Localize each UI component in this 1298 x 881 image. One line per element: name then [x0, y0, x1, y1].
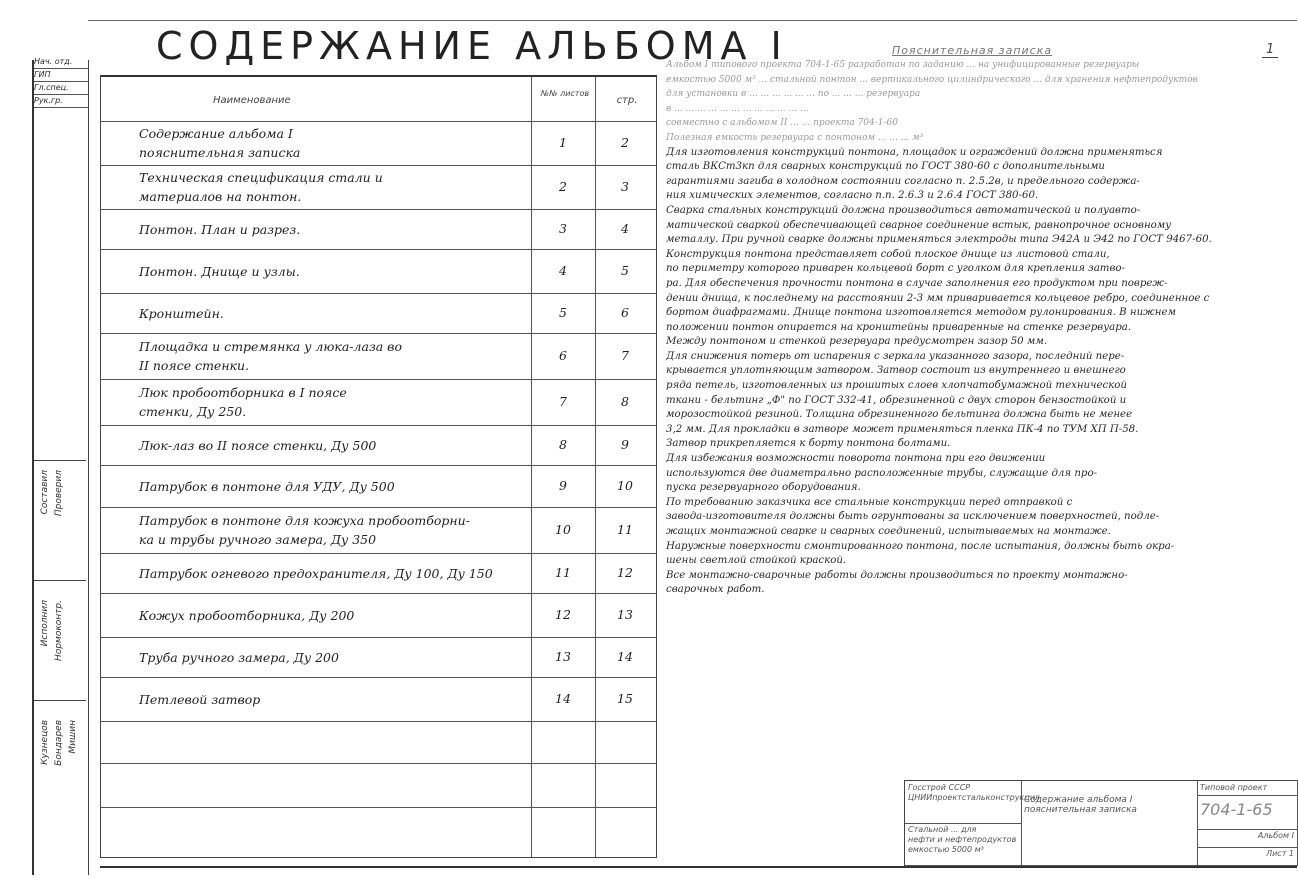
left-strip-role: Исполнил: [40, 600, 50, 647]
header-name: Наименование: [213, 95, 291, 106]
left-strip-row: Рук.гр.: [34, 95, 88, 108]
note-page-number: 1: [1262, 42, 1278, 58]
page-number: 2: [621, 135, 629, 150]
page-number: 10: [617, 478, 633, 493]
table-row: [101, 553, 656, 594]
item-name: Патрубок в понтоне для кожуха пробоотборни- ка и трубы ручного замера, Ду 350: [139, 513, 470, 547]
item-name: Патрубок в понтоне для УДУ, Ду 500: [139, 478, 395, 494]
note-line: ткани - бельтинг „Ф" по ГОСТ 332-41, обрезиненной с двух сторон бензостойкой и: [666, 394, 1127, 406]
sheet-number: 10: [555, 522, 571, 537]
tb-sheet: [1197, 847, 1298, 866]
tb-project-label: [1197, 781, 1298, 796]
note-line: Наружные поверхности смонтированного понтона, после испытания, должны быть окра-: [666, 540, 1175, 552]
note-line: емкостью 5000 м³ ... стальной понтон ... вертикального цилиндрического ... для хранения нефтепродуктов: [666, 74, 1198, 85]
note-line: металлу. При ручной сварке должны применяться электроды типа Э42А и Э42 по ГОСТ 9467-60.: [666, 234, 1212, 246]
sheet-number: 9: [559, 478, 567, 493]
tb-album: [1197, 829, 1298, 848]
page-number: 8: [621, 394, 629, 409]
item-name: Труба ручного замера, Ду 200: [139, 649, 339, 665]
page-number: 14: [617, 649, 633, 664]
tb-document: [1021, 781, 1198, 866]
left-strip-divider: [34, 700, 86, 701]
item-name: Содержание альбома I пояснительная записка: [139, 126, 301, 160]
note-line: совместно с альбомом II ... ... проекта 704-1-60: [666, 118, 899, 129]
header-page: стр.: [616, 95, 638, 106]
left-strip-role: Составил: [40, 470, 50, 515]
table-row: [101, 379, 656, 426]
note-line: Альбом I типового проекта 704-1-65 разработан по заданию ... на унифицированные резервуары: [666, 60, 1140, 70]
note-line: положении понтон опирается на кронштейны приваренные на стенке резервуара.: [666, 321, 1132, 333]
page-number: 13: [617, 607, 633, 622]
item-name: Люк-лаз во II поясе стенки, Ду 500: [139, 437, 377, 453]
sheet-number: 14: [555, 691, 571, 706]
note-line: Сварка стальных конструкций должна производиться автоматической и полуавто-: [666, 204, 1141, 216]
note-line: Для снижения потерь от испарения с зеркала указанного зазора, последний пере-: [666, 350, 1125, 362]
note-line: жащих монтажной сварке и сварных соединений, испытываемых на монтаже.: [666, 526, 1111, 537]
page-number: 12: [617, 565, 633, 580]
left-strip-role: Проверил: [54, 470, 64, 517]
left-strip-row: ГИП: [34, 69, 88, 82]
left-strip-row: Нач. отд.: [34, 56, 88, 69]
page-number: 3: [621, 179, 629, 194]
page-number: 15: [617, 691, 633, 706]
tb-desc-text: Стальной ... для нефти и нефтепродуктов емкостью 5000 м³: [908, 825, 1017, 854]
table-row: [101, 721, 656, 764]
note-line: сталь ВКСт3кп для сварных конструкций по ГОСТ 380-60 с дополнительными: [666, 161, 1105, 173]
note-line: ра. Для обеспечения прочности понтона в случае заполнения его продуктом при повреж-: [666, 277, 1168, 289]
note-line: в ... ... ... ... ... ... ... ... ... ... ... ...: [666, 103, 809, 114]
title-block: [904, 780, 1298, 866]
item-name: Понтон. Днище и узлы.: [139, 263, 300, 279]
item-name: Понтон. План и разрез.: [139, 221, 301, 237]
header-sheet: №№ листов: [540, 89, 590, 98]
note-line: гарантиями загиба в холодном состоянии согласно п. 2.5.2в, и предельного содержа-: [666, 175, 1140, 187]
note-heading: Пояснительная записка: [892, 44, 1053, 57]
contents-table: [100, 75, 657, 858]
item-name: Техническая спецификация стали и материалов на понтон.: [139, 170, 383, 204]
sheet-number: 6: [559, 348, 567, 363]
note-line: морозостойкой резиной. Толщина обрезиненного бельтинга должна быть не менее: [666, 409, 1133, 421]
note-line: Полезная емкость резервуара с понтоном ... ... ... м³: [666, 132, 924, 143]
table-row: [101, 465, 656, 508]
note-line: ряда петель, изготовленных из прошитых слоев хлопчатобумажной технической: [666, 380, 1127, 392]
left-stamp-strip: [0, 20, 90, 880]
tb-org-text: Госстрой СССР ЦНИИпроектстальконструкция: [908, 783, 1040, 802]
tb-doc-text: Содержание альбома I пояснительная записка: [1024, 795, 1137, 815]
tb-project-label-text: Типовой проект: [1200, 783, 1268, 792]
note-line: Для избежания возможности поворота понтона при его движении: [666, 453, 1046, 465]
sheet-number: 8: [559, 437, 567, 452]
sheet-top-border: [88, 20, 1297, 21]
note-line: крывается уплотняющим затвором. Затвор состоит из внутреннего и внешнего: [666, 365, 1126, 377]
item-name: Кронштейн.: [139, 305, 224, 321]
page-number: 7: [621, 348, 629, 363]
note-line: ния химических элементов, согласно п.п. 2.6.3 и 2.6.4 ГОСТ 380-60.: [666, 190, 1039, 202]
sheet-number: 2: [559, 179, 567, 194]
tb-project-no-text: 704-1-65: [1200, 800, 1273, 819]
note-line: Затвор прикрепляется к борту понтона болтами.: [666, 438, 951, 450]
table-row: [101, 333, 656, 380]
album-title: СОДЕРЖАНИЕ АЛЬБОМА I: [156, 24, 788, 68]
sheet-number: 11: [555, 565, 571, 580]
sheet-number: 13: [555, 649, 571, 664]
note-line: по периметру которого приварен кольцевой борт с уголком для крепления затво-: [666, 263, 1125, 275]
sheet-number: 7: [559, 394, 567, 409]
left-strip-divider: [34, 460, 86, 461]
left-strip-table: [34, 56, 88, 108]
note-line: шены светлой стойкой краской.: [666, 555, 847, 567]
item-name: Петлевой затвор: [139, 691, 261, 707]
note-line: Конструкция понтона представляет собой плоское днище из листовой стали,: [666, 248, 1110, 260]
note-line: сварочных работ.: [666, 584, 765, 596]
item-name: Кожух пробоотборника, Ду 200: [139, 607, 355, 623]
note-line: пуска резервуарного оборудования.: [666, 482, 861, 494]
explanatory-note: [666, 58, 1286, 598]
tb-sheet-text: Лист 1: [1266, 849, 1294, 858]
note-line: Все монтажно-сварочные работы должны производиться по проекту монтажно-: [666, 569, 1128, 581]
left-strip-name: Кузнецов: [40, 720, 50, 765]
tb-album-text: Альбом I: [1257, 831, 1294, 840]
sheet-number: 12: [555, 607, 571, 622]
page-number: 11: [617, 522, 633, 537]
note-line: 3,2 мм. Для прокладки в затворе может применяться пленка ПК-4 по ТУМ ХП П-58.: [666, 423, 1139, 435]
item-name: Площадка и стремянка у люка-лаза во II поясе стенки.: [139, 339, 402, 373]
left-strip-name: Бондарев: [54, 720, 64, 766]
left-strip-name: Мишин: [68, 720, 78, 754]
left-strip-divider: [34, 580, 86, 581]
table-header-row: [101, 77, 656, 122]
page-number: 4: [621, 221, 629, 236]
left-strip-row: Гл.спец.: [34, 82, 88, 95]
page-number: 5: [621, 263, 629, 278]
table-row: [101, 593, 656, 638]
tb-organization: [905, 781, 1040, 824]
sheet-number: 1: [559, 135, 567, 150]
table-row: [101, 425, 656, 466]
note-line: для установки в ... ... ... ... ... ... по ... ... ... резервуара: [666, 89, 921, 100]
table-row: [101, 121, 656, 166]
left-strip-role: Нормоконтр.: [54, 600, 64, 661]
sheet-bottom-border: [100, 866, 1297, 868]
table-row: [101, 677, 656, 722]
note-line: матической сваркой обеспечивающей сварное соединение встык, равнопрочное основному: [666, 219, 1172, 231]
note-line: Между понтоном и стенкой резервуара предусмотрен зазор 50 мм.: [666, 336, 1048, 348]
sheet-number: 5: [559, 305, 567, 320]
note-line: По требованию заказчика все стальные конструкции перед отправкой с: [666, 496, 1073, 508]
table-row: [101, 249, 656, 294]
table-row: [101, 637, 656, 678]
tb-description: [905, 823, 1022, 866]
table-row: [101, 165, 656, 210]
item-name: Патрубок огневого предохранителя, Ду 100, Ду 150: [139, 565, 493, 581]
tb-project-no: [1197, 795, 1298, 830]
table-row: [101, 763, 656, 808]
note-line: завода-изготовителя должны быть огрунтованы за исключением поверхностей, подле-: [666, 511, 1160, 523]
note-line: Для изготовления конструкций понтона, площадок и ограждений должна применяться: [666, 146, 1163, 158]
note-line: используются две диаметрально расположенные трубы, служащие для про-: [666, 467, 1098, 479]
table-row: [101, 293, 656, 334]
page-number: 6: [621, 305, 629, 320]
note-line: дении днища, к последнему на расстоянии 2-3 мм приваривается кольцевое ребро, соединенное с: [666, 292, 1210, 304]
sheet-number: 3: [559, 221, 567, 236]
page-number: 9: [621, 437, 629, 452]
note-line: бортом диафрагмами. Днище понтона изготовляется методом рулонирования. В нижнем: [666, 307, 1176, 319]
item-name: Люк пробоотборника в I поясе стенки, Ду 250.: [139, 385, 347, 419]
sheet-number: 4: [559, 263, 567, 278]
table-row: [101, 209, 656, 250]
table-row: [101, 507, 656, 554]
